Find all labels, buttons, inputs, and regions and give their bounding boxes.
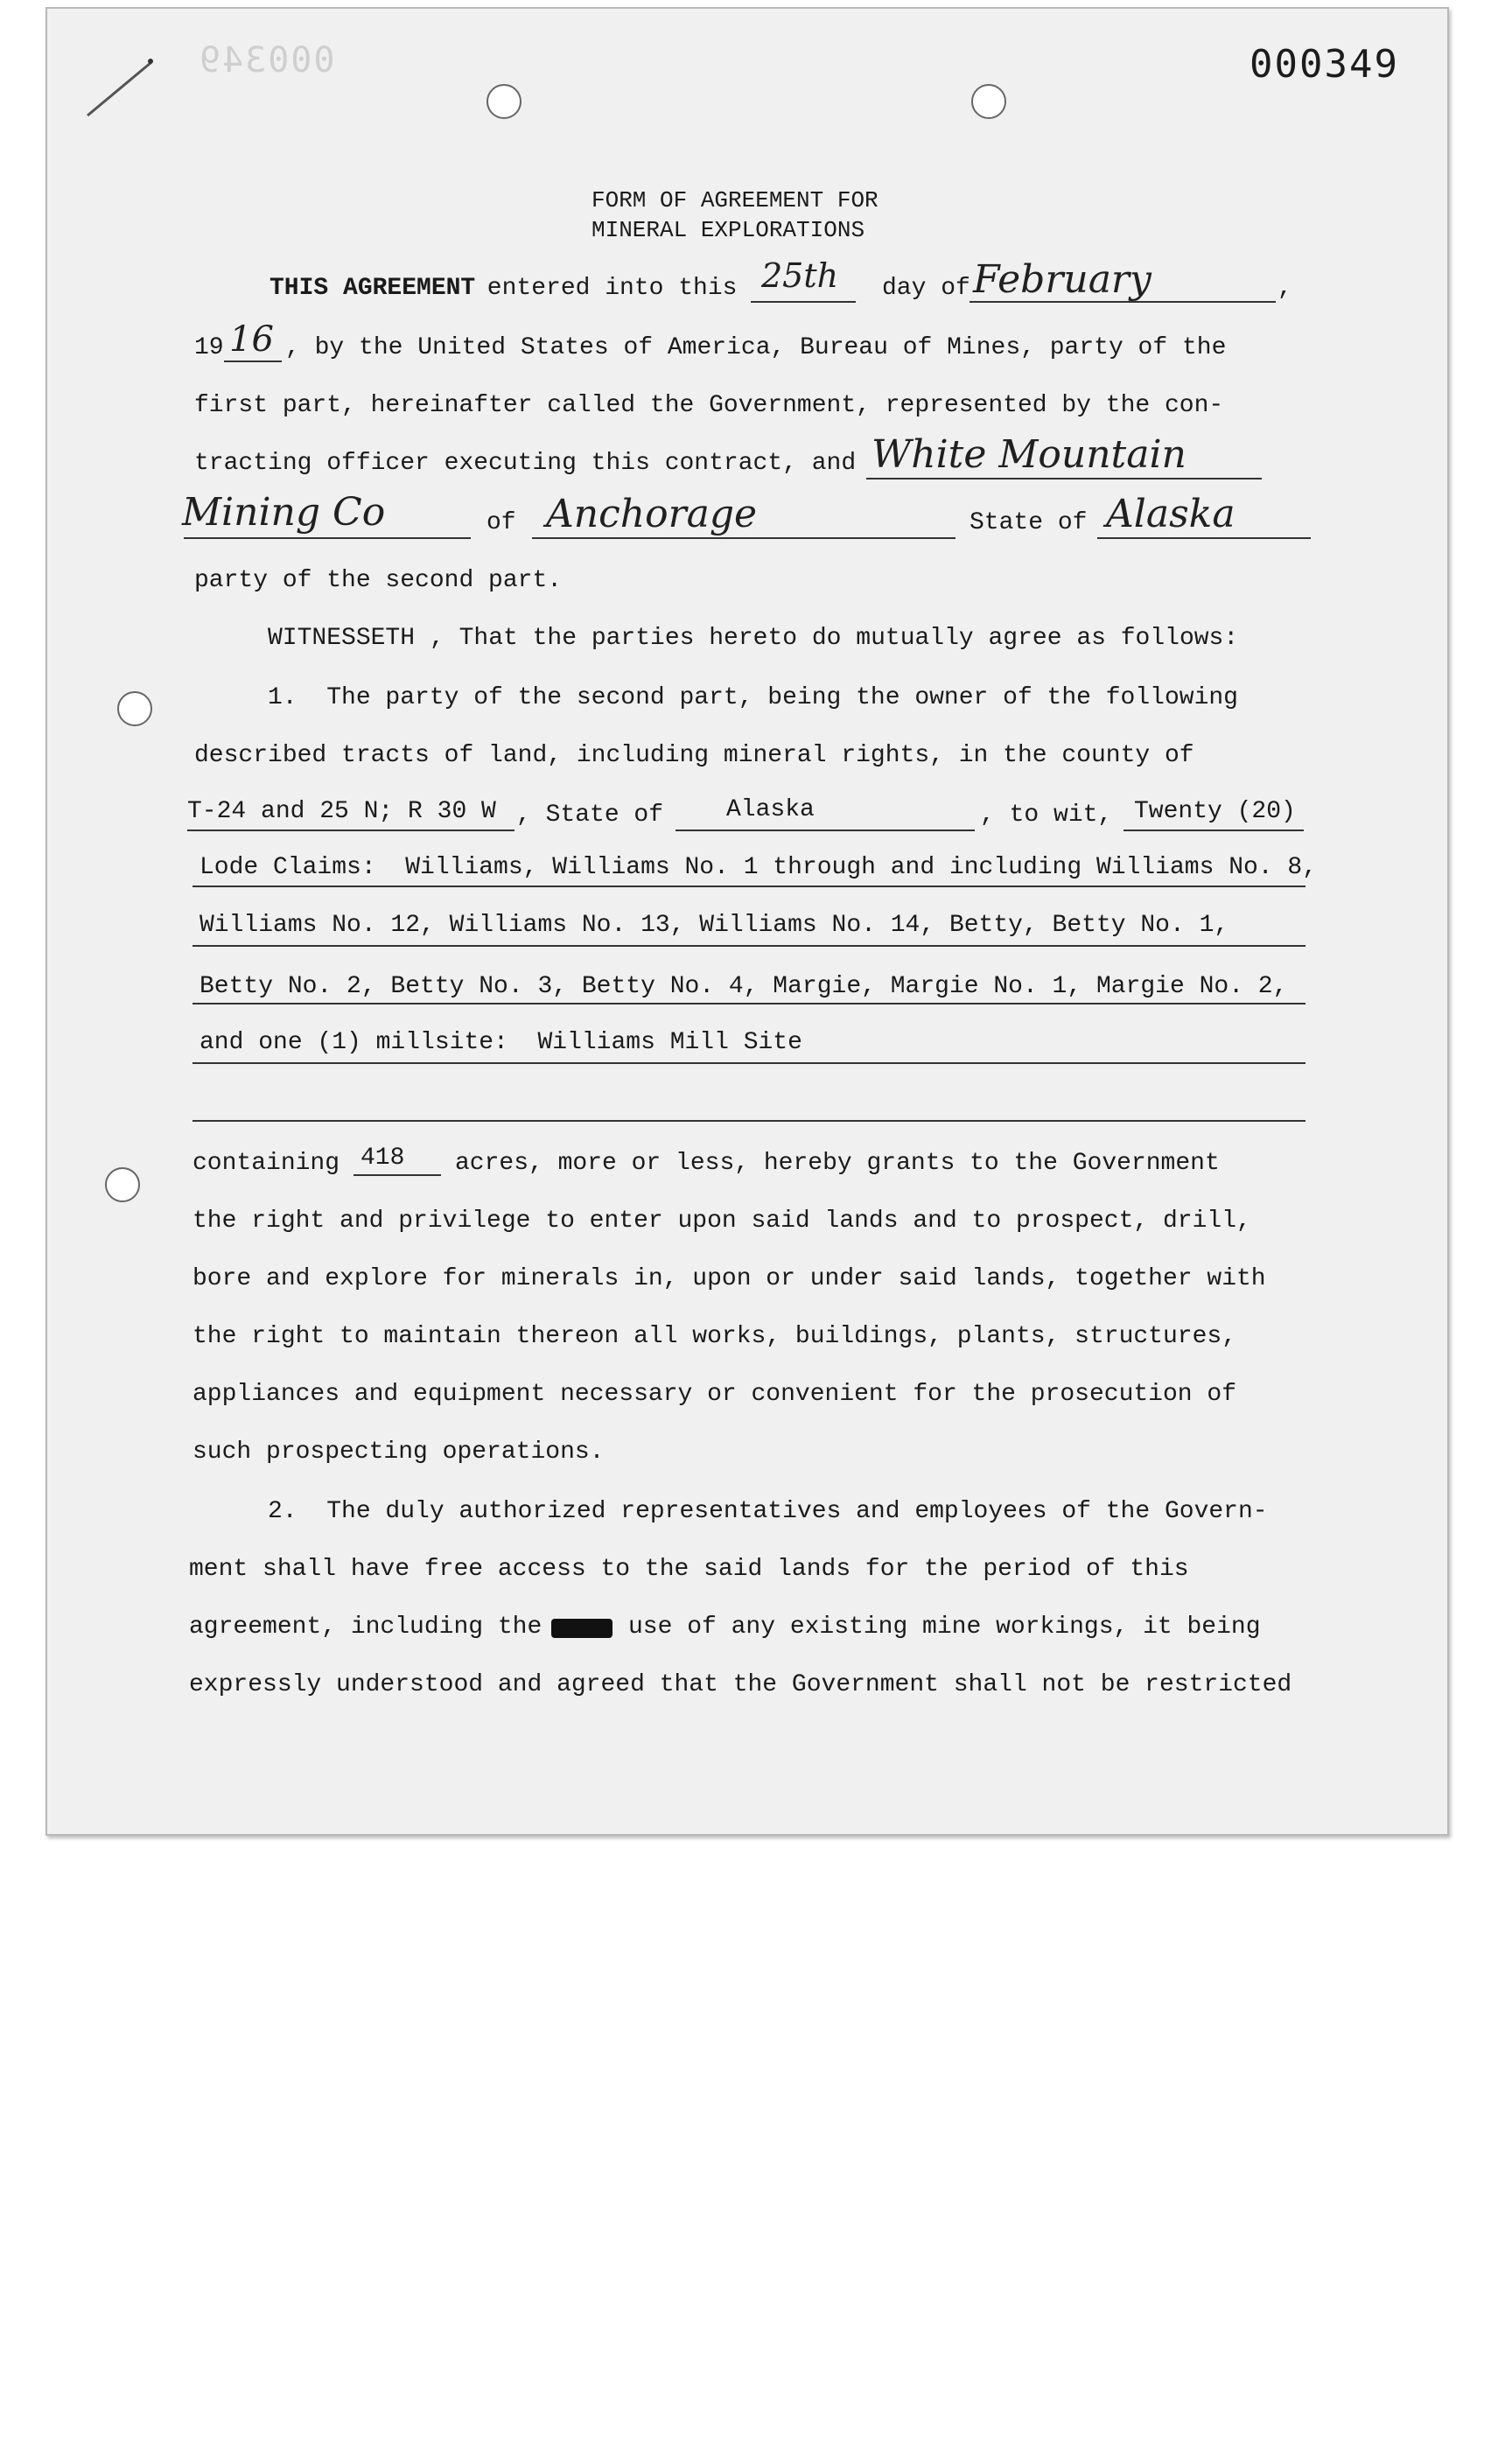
line-18: the right to maintain thereon all works, buildings, plants, structures, xyxy=(192,1323,1236,1350)
line-1-b: entered into this xyxy=(472,275,738,302)
punch-hole-top-left xyxy=(486,84,522,119)
document-number: 000349 xyxy=(1250,42,1399,87)
year-underline xyxy=(224,360,282,362)
line-15-b: acres, more or less, hereby grants to the Government xyxy=(455,1150,1220,1177)
title-line-1: FORM OF AGREEMENT FOR xyxy=(592,187,878,214)
line-2: , by the United States of America, Bureau of Mines, party of the xyxy=(285,334,1227,361)
line-3: first part, hereinafter called the Government, represented by the con- xyxy=(194,392,1224,419)
city-underline xyxy=(532,537,956,539)
line-20: such prospecting operations. xyxy=(192,1438,605,1466)
line-1-comma: , xyxy=(1278,275,1292,302)
party-name-field-1: White Mountain xyxy=(872,432,1186,477)
claims-underline-2 xyxy=(192,945,1306,947)
line-8: 1. The party of the second part, being the owner of the following xyxy=(268,684,1238,711)
punch-hole-top-right xyxy=(971,84,1006,119)
line-23-a: agreement, including the xyxy=(189,1614,542,1641)
line-5-of: of xyxy=(486,509,516,536)
land-state-field: Alaska xyxy=(726,796,815,823)
line-21: 2. The duly authorized representatives and employees of the Govern- xyxy=(268,1498,1268,1525)
pencil-mark xyxy=(80,52,159,122)
claims-underline-4 xyxy=(192,1062,1306,1064)
claims-underline-1 xyxy=(192,886,1306,887)
line-7-a: WITNESSETH xyxy=(268,625,416,652)
line-17: bore and explore for minerals in, upon or under said lands, together with xyxy=(192,1265,1266,1292)
line-23-b: use of any existing mine workings, it being xyxy=(628,1614,1261,1641)
line-5-state-of: State of xyxy=(970,509,1088,536)
state-underline xyxy=(1097,537,1311,539)
township-underline xyxy=(187,830,514,831)
line-16: the right and privilege to enter upon said lands and to prospect, drill, xyxy=(192,1208,1251,1235)
month-field: February xyxy=(973,257,1152,302)
party-name-underline-2 xyxy=(184,537,471,539)
party-name-underline-1 xyxy=(866,478,1262,480)
land-state-underline xyxy=(676,830,975,831)
city-field: Anchorage xyxy=(546,492,758,536)
line-10-to-wit: , to wit, xyxy=(980,802,1113,829)
claims-line-3: Betty No. 2, Betty No. 3, Betty No. 4, Margie, Margie No. 1, Margie No. 2, xyxy=(200,973,1288,1000)
year-prefix: 19 xyxy=(194,334,224,361)
line-24: expressly understood and agreed that the Government shall not be restricted xyxy=(189,1671,1292,1698)
line-6: party of the second part. xyxy=(194,567,563,594)
claims-underline-3 xyxy=(192,1003,1306,1004)
claims-line-4: and one (1) millsite: Williams Mill Site xyxy=(200,1029,802,1056)
to-wit-underline xyxy=(1124,830,1304,831)
line-1-a: THIS AGREEMENT xyxy=(270,275,476,302)
line-10-state-of: , State of xyxy=(516,802,664,829)
to-wit-field: Twenty (20) xyxy=(1134,798,1296,825)
claims-underline-5 xyxy=(192,1120,1306,1122)
day-underline xyxy=(751,301,856,303)
line-19: appliances and equipment necessary or convenient for the prosecution of xyxy=(192,1381,1236,1408)
redaction-mark xyxy=(551,1619,612,1638)
year-field: 16 xyxy=(229,319,274,360)
line-22: ment shall have free access to the said lands for the period of this xyxy=(189,1556,1189,1583)
state-field: Alaska xyxy=(1106,492,1236,536)
line-9: described tracts of land, including mineral rights, in the county of xyxy=(194,742,1194,769)
line-15-a: containing xyxy=(192,1150,340,1177)
party-name-field-2: Mining Co xyxy=(182,490,386,535)
claims-line-2: Williams No. 12, Williams No. 13, Williams No. 14, Betty, Betty No. 1, xyxy=(200,912,1229,939)
day-field: 25th xyxy=(761,256,839,295)
acres-field: 418 xyxy=(360,1144,405,1172)
claims-line-1: Lode Claims: Williams, Williams No. 1 through and including Williams No. 8, xyxy=(200,854,1318,881)
punch-hole-left-lower xyxy=(105,1167,140,1202)
line-1-c: day of xyxy=(882,275,970,302)
township-range-field: T-24 and 25 N; R 30 W xyxy=(187,798,496,825)
bleed-through-number: 000349 xyxy=(198,40,335,80)
punch-hole-left-upper xyxy=(117,691,152,726)
acres-underline xyxy=(354,1174,441,1176)
line-4: tracting officer executing this contract, and xyxy=(194,450,857,477)
title-line-2: MINERAL EXPLORATIONS xyxy=(592,217,865,243)
line-7-b: , That the parties hereto do mutually agree as follows: xyxy=(430,625,1239,652)
